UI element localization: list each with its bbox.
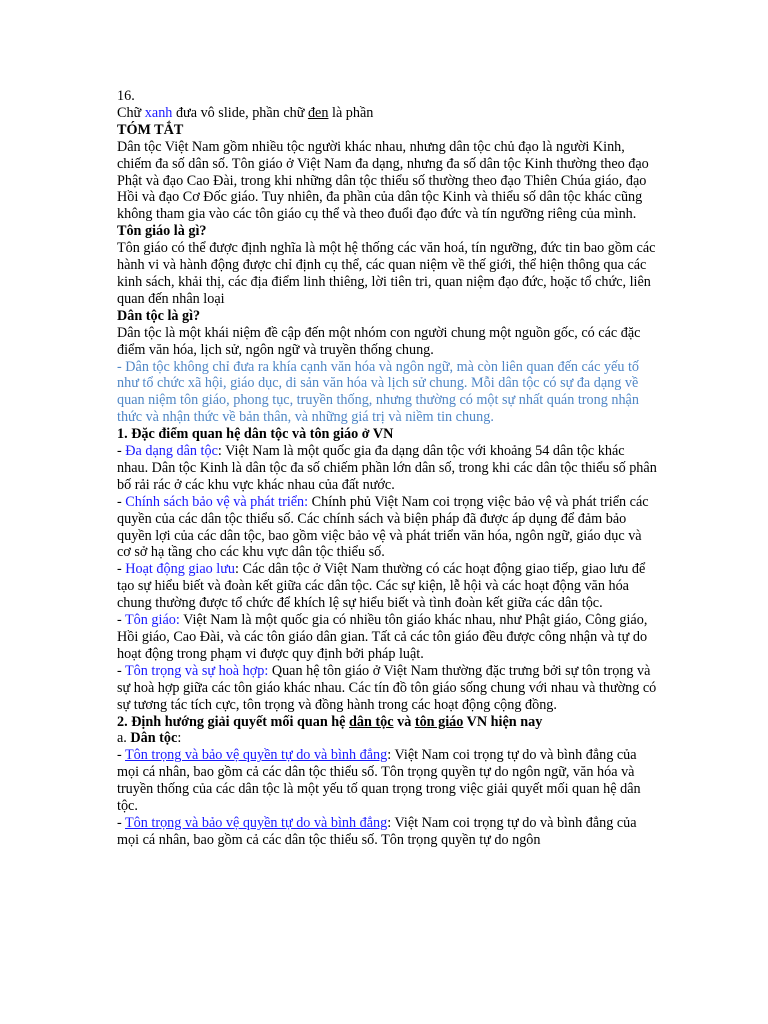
item-prefix: - xyxy=(117,662,126,679)
list-item xyxy=(117,663,657,714)
section2-heading-underlined-2: tôn giáo xyxy=(414,713,464,730)
item-prefix: - xyxy=(117,561,126,578)
document-page xyxy=(117,88,657,849)
item-prefix: - xyxy=(117,443,126,460)
item-term: Tôn trọng và sự hoà hợp: xyxy=(125,662,269,679)
section2-subheading xyxy=(117,730,657,747)
list-item xyxy=(117,494,657,562)
item-text: : Việt Nam coi trọng tự do và bình đẳng của mọi cá nhân, bao gồm cả các dân tộc thiểu số. Tôn trọng quyền tự do ngôn xyxy=(117,814,637,848)
intro-text-1: Chữ xyxy=(117,104,145,121)
intro-word-xanh: xanh xyxy=(144,104,173,121)
religion-definition: Tôn giáo có thể được định nghĩa là một hệ thống các văn hoá, tín ngưỡng, đức tin bao gồm các hành vi và hành động được chỉ định cụ thể, các quan niệm về thế giới, thể hiện thông qua các kinh sách, khải thị, các địa điểm linh thiêng, lời tiên tri, quan niệm đạo đức, hoặc tổ chức, liên quan đến nhân loại xyxy=(117,240,656,307)
item-term: Tôn trọng và bảo vệ quyền tự do và bình đẳng xyxy=(125,814,388,831)
item-term: Chính sách bảo vệ và phát triển: xyxy=(125,493,309,510)
item-prefix: - xyxy=(117,747,126,764)
summary-paragraph: Dân tộc Việt Nam gồm nhiều tộc người khác nhau, nhưng dân tộc chủ đạo là người Kinh, chiếm đa số dân số. Tôn giáo ở Việt Nam đa dạng, nhưng đa số dân tộc Kinh thường theo đạo Phật và đạo Cao Đài, trong khi những dân tộc thiểu số thường theo đạo Thiên Chúa giáo, đạo Hồi và đạo Cơ Đốc giáo. Tuy nhiên, đa phần của dân tộc Kinh và thiểu số dân tộc khác cũng không tham gia vào các tôn giáo cụ thể và theo đuổi đạo đức và tín ngưỡng riêng của mình. xyxy=(117,138,649,223)
item-term: Đa dạng dân tộc xyxy=(125,443,218,460)
summary-heading: TÓM TẮT xyxy=(117,121,184,138)
item-prefix: - xyxy=(117,814,126,831)
item-text: : Việt Nam là một quốc gia đa dạng dân tộc với khoảng 54 dân tộc khác nhau. Dân tộc Kinh là dân tộc đa số chiếm phần lớn dân số, trong khi các dân tộc thiểu số phân bố rải rác ở các khu vực khác nhau của đất nước. xyxy=(117,443,657,493)
subheading-prefix: a. xyxy=(117,730,131,747)
subheading-suffix: : xyxy=(177,730,182,747)
intro-text-3: là phần xyxy=(328,104,374,121)
ethnic-note: - Dân tộc không chỉ đưa ra khía cạnh văn hóa và ngôn ngữ, mà còn liên quan đến các yếu tố như tổ chức xã hội, giáo dục, di sản văn hóa và lịch sử chung. Mỗi dân tộc có sự đa dạng về quan niệm tôn giáo, phong tục, truyền thống, nhưng thường có một sự nhất quán trong nhận thức và nhận thức về bản thân, và những giá trị và niềm tin chung. xyxy=(117,358,640,426)
item-term: Hoạt động giao lưu xyxy=(125,561,236,578)
page-number: 16. xyxy=(117,88,135,104)
list-item xyxy=(117,815,657,849)
item-text: Quan hệ tôn giáo ở Việt Nam thường đặc trưng bởi sự tôn trọng và sự hoà hợp giữa các tôn giáo khác nhau. Các tín đồ tôn giáo sống chung với nhau và thường có sự tương tác tích cực, tôn trọng và đồng hành trong các hoạt động cộng đồng. xyxy=(117,662,657,713)
item-prefix: - xyxy=(117,612,126,629)
item-term: Tôn trọng và bảo vệ quyền tự do và bình đẳng xyxy=(125,747,388,764)
intro-text-2: đưa vô slide, phần chữ xyxy=(172,104,308,121)
section2-list xyxy=(117,747,657,848)
section1-list xyxy=(117,443,657,714)
list-item xyxy=(117,561,657,612)
religion-heading: Tôn giáo là gì? xyxy=(117,223,207,240)
item-text: : Việt Nam coi trọng tự do và bình đẳng của mọi cá nhân, bao gồm cả các dân tộc thiểu số. Tôn trọng quyền tự do ngôn ngữ, văn hóa và truyền thống của các dân tộc là một yếu tố quan trọng trong việc giải quyết mối quan hệ dân tộc. xyxy=(117,747,641,815)
intro-word-den: đen xyxy=(307,104,329,121)
item-prefix: - xyxy=(117,493,126,510)
section2-heading-text-2: và xyxy=(393,713,415,730)
ethnic-definition: Dân tộc là một khái niệm đề cập đến một nhóm con người chung một nguồn gốc, có các đặc điểm văn hóa, lịch sử, ngôn ngữ và truyền thống chung. xyxy=(117,324,641,358)
item-term: Tôn giáo: xyxy=(125,612,180,629)
section2-heading-text-3: VN hiện nay xyxy=(463,713,543,730)
section1-heading: 1. Đặc điểm quan hệ dân tộc và tôn giáo ở VN xyxy=(117,426,394,443)
section2-heading xyxy=(117,714,657,731)
item-text: Chính phủ Việt Nam coi trọng việc bảo vệ và phát triển các quyền của các dân tộc thiểu số. Các chính sách và biện pháp đã được áp dụng để đảm bảo quyền lợi của các dân tộc, bao gồm việc bảo vệ và phát triển văn hóa, ngôn ngữ, giáo dục và cơ sở hạ tầng cho các khu vực dân tộc thiểu số. xyxy=(117,493,649,561)
ethnic-heading: Dân tộc là gì? xyxy=(117,307,201,324)
list-item xyxy=(117,612,657,663)
section2-heading-text-1: 2. Định hướng giải quyết mối quan hệ xyxy=(117,713,350,730)
intro-line xyxy=(117,105,657,122)
list-item xyxy=(117,747,657,815)
list-item xyxy=(117,443,657,494)
subheading-label: Dân tộc xyxy=(130,730,178,747)
section2-heading-underlined-1: dân tộc xyxy=(349,713,394,730)
item-text: : Các dân tộc ở Việt Nam thường có các hoạt động giao tiếp, giao lưu để tạo sự hiểu biết và đoàn kết giữa các dân tộc. Các sự kiện, lễ hội và các hoạt động văn hóa chung thường được tổ chức để khích lệ sự hiểu biết và tình đoàn kết giữa các dân tộc. xyxy=(117,561,646,612)
item-text: Việt Nam là một quốc gia có nhiều tôn giáo khác nhau, như Phật giáo, Công giáo, Hồi giáo, Cao Đài, và các tôn giáo dân gian. Tất cả các tôn giáo đều được công nhận và tự do hoạt động trong phạm vi được quy định bởi pháp luật. xyxy=(117,612,648,662)
